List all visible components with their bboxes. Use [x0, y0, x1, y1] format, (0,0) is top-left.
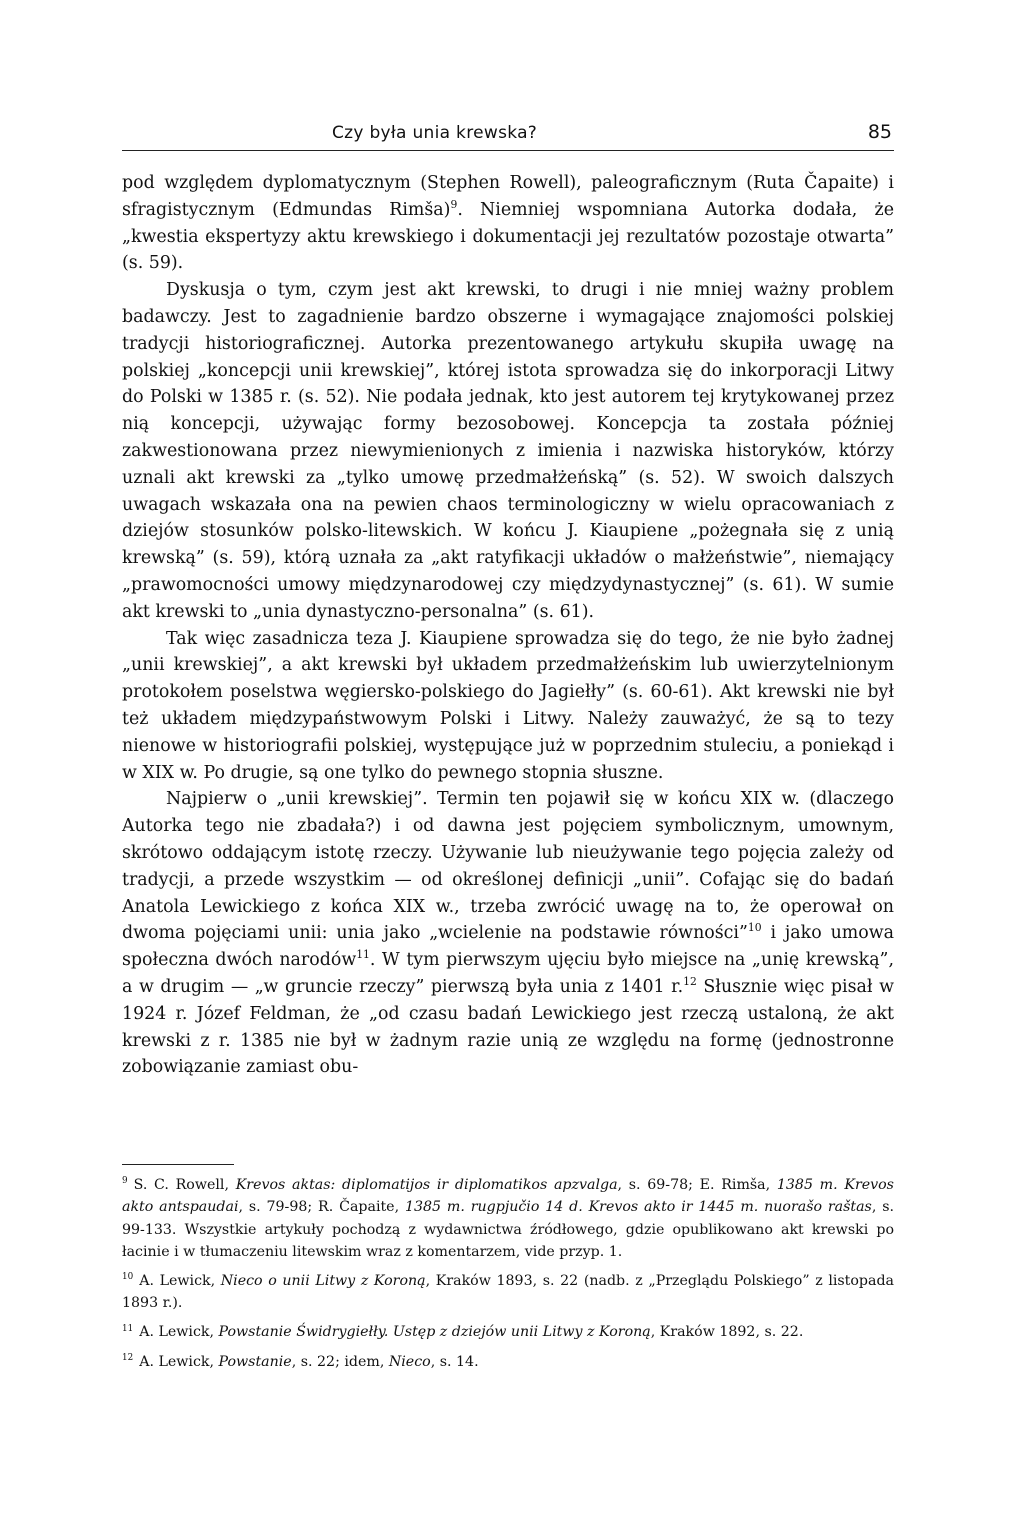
footnotes — [122, 1174, 894, 1380]
text-run: S. C. Rowell, — [133, 1177, 236, 1193]
paragraph — [122, 786, 894, 1081]
italic-title: 1385 m. Krevos akto antspaudai — [122, 1177, 894, 1216]
footnote-ref: 12 — [683, 975, 697, 989]
text-run: A. Lewick, — [139, 1324, 219, 1341]
italic-title: Powstanie Świdrygiełły. Ustęp z dziejów unii Litwy z Koroną — [218, 1324, 651, 1341]
text-run: , s. 69-78; E. Rimša, — [617, 1177, 777, 1193]
text-run: A. Lewick, — [139, 1353, 219, 1370]
footnote-number: 10 — [122, 1271, 134, 1282]
text-run: A. Lewick, — [139, 1272, 221, 1289]
italic-title: Krevos aktas: diplomatijos ir diplomatikos apzvalga — [235, 1177, 618, 1193]
footnote-ref: 10 — [747, 921, 762, 935]
text-run: , s. 79-98; R. Čapaite, — [238, 1199, 405, 1216]
footnote-number: 12 — [122, 1353, 134, 1364]
footnote — [122, 1174, 894, 1264]
paragraph — [122, 277, 894, 625]
footnote-number: 9 — [122, 1176, 128, 1187]
main-text — [122, 170, 894, 1081]
italic-title: Nieco — [388, 1353, 431, 1370]
page-number: 85 — [867, 121, 892, 143]
text-run: i jako umowa społeczna dwóch narodów — [122, 923, 894, 971]
italic-title: Powstanie — [218, 1353, 292, 1370]
footnote-number: 11 — [122, 1323, 134, 1334]
text-run: Najpierw o „unii krewskiej”. Termin ten pojawił się w końcu XIX w. (dlaczego Autorka tego nie zbadała?) i od dawna jest pojęciem symbolicznym, umownym, skrótowo oddającym istotę rzeczy. Używanie lub nieużywanie tego pojęcia zależy od tradycji, a przede wszystkim — od określonej definicji „unii”. Cofając się do badań Anatola Lewickiego z końca XIX w., trzeba zwrócić uwagę na to, że operował on dwoma pojęciami unii: unia jako „wcielenie na podstawie równości” — [122, 789, 894, 944]
text-run: , Kraków 1892, s. 22. — [650, 1324, 804, 1341]
footnote — [122, 1351, 894, 1373]
text-run: , s. 14. — [430, 1353, 479, 1370]
italic-title: Nieco o unii Litwy z Koroną — [220, 1272, 426, 1289]
text-run: Tak więc zasadnicza teza J. Kiaupiene sprowadza się do tego, że nie było żadnej „unii krewskiej”, a akt krewski był układem przedmałżeńskim lub uwierzytelnionym protokołem poselstwa węgiersko-polskiego do Jagiełły” (s. 60-61). Akt krewski nie był też układem międzypaństwowym Polski i Litwy. Należy zauważyć, że są to tezy nienowe w historiografii polskiej, występujące już w poprzednim stuleciu, a poniekąd i w XIX w. Po drugie, są one tylko do pewnego stopnia słuszne. — [122, 628, 894, 783]
paragraph — [122, 170, 894, 277]
text-run: . W tym pierwszym ujęciu było miejsce na „unię krewską”, a w drugim — „w gruncie rzeczy” pierwszą była unia z 1401 r. — [122, 950, 894, 997]
text-run: , Kraków 1893, s. 22 (nadb. z „Przeglądu Polskiego” z listopada 1893 r.). — [122, 1272, 894, 1312]
running-title: Czy była unia krewska? — [332, 123, 538, 143]
text-run: . Niemniej wspomniana Autorka dodała, że „kwestia ekspertyzy aktu krewskiego i dokumentacji jej rezultatów pozostaje otwarta” (s. 59). — [122, 199, 894, 274]
text-run: pod względem dyplomatycznym (Stephen Rowell), paleograficznym (Ruta Čapaite) i sfragistycznym (Edmundas Rimša) — [122, 173, 894, 220]
footnote-divider — [122, 1164, 234, 1165]
footnote-ref: 11 — [356, 948, 370, 962]
text-run: Słusznie więc pisał w 1924 r. Józef Feldman, że „od czasu badań Lewickiego jest rzeczą ustaloną, że akt krewski z r. 1385 nie był w żadnym razie unią ze względu na formę (jednostronne zobowiązanie zamiast obu- — [122, 976, 895, 1078]
italic-title: 1385 m. rugpjučio 14 d. Krevos akto ir 1445 m. nuorašo raštas — [404, 1199, 872, 1216]
footnote-ref: 9 — [450, 198, 458, 211]
paragraph — [122, 626, 894, 787]
text-run: , s. 99-133. Wszystkie artykuły pochodzą z wydawnictwa źródłowego, gdzie opublikowano akt krewski po łacinie i w tłumaczeniu litewskim wraz z komentarzem, vide przyp. 1. — [122, 1199, 894, 1261]
running-header — [122, 118, 894, 151]
footnote — [122, 1321, 894, 1343]
footnote — [122, 1270, 894, 1315]
text-run: , s. 22; idem, — [291, 1353, 389, 1370]
text-run: Dyskusja o tym, czym jest akt krewski, to drugi i nie mniej ważny problem badawczy. Jest to zagadnienie bardzo obszerne i wymagające znajomości polskiej tradycji historiograficznej. Autorka prezentowanego artykułu skupiła uwagę na polskiej „koncepcji unii krewskiej”, której istota sprowadza się do inkorporacji Litwy do Polski w 1385 r. (s. 52). Nie podała jednak, kto jest autorem tej krytykowanej przez nią koncepcji, używając formy bezosobowej. Koncepcja ta została później zakwestionowana przez niewymienionych z imienia i nazwiska historyków, którzy uznali akt krewski za „tylko umowę przedmałżeńską” (s. 52). W swoich dalszych uwagach wskazała ona na pewien chaos terminologiczny w wielu opracowaniach z dziejów stosunków polsko-litewskich. W końcu J. Kiaupiene „pożegnała się z unią krewską” (s. 59), którą uznała za „akt ratyfikacji układów o małżeństwie”, niemający „prawomocności umowy międzynarodowej czy międzydynastycznej” (s. 61). W sumie akt krewski to „unia dynastyczno-personalna” (s. 61). — [122, 280, 894, 622]
